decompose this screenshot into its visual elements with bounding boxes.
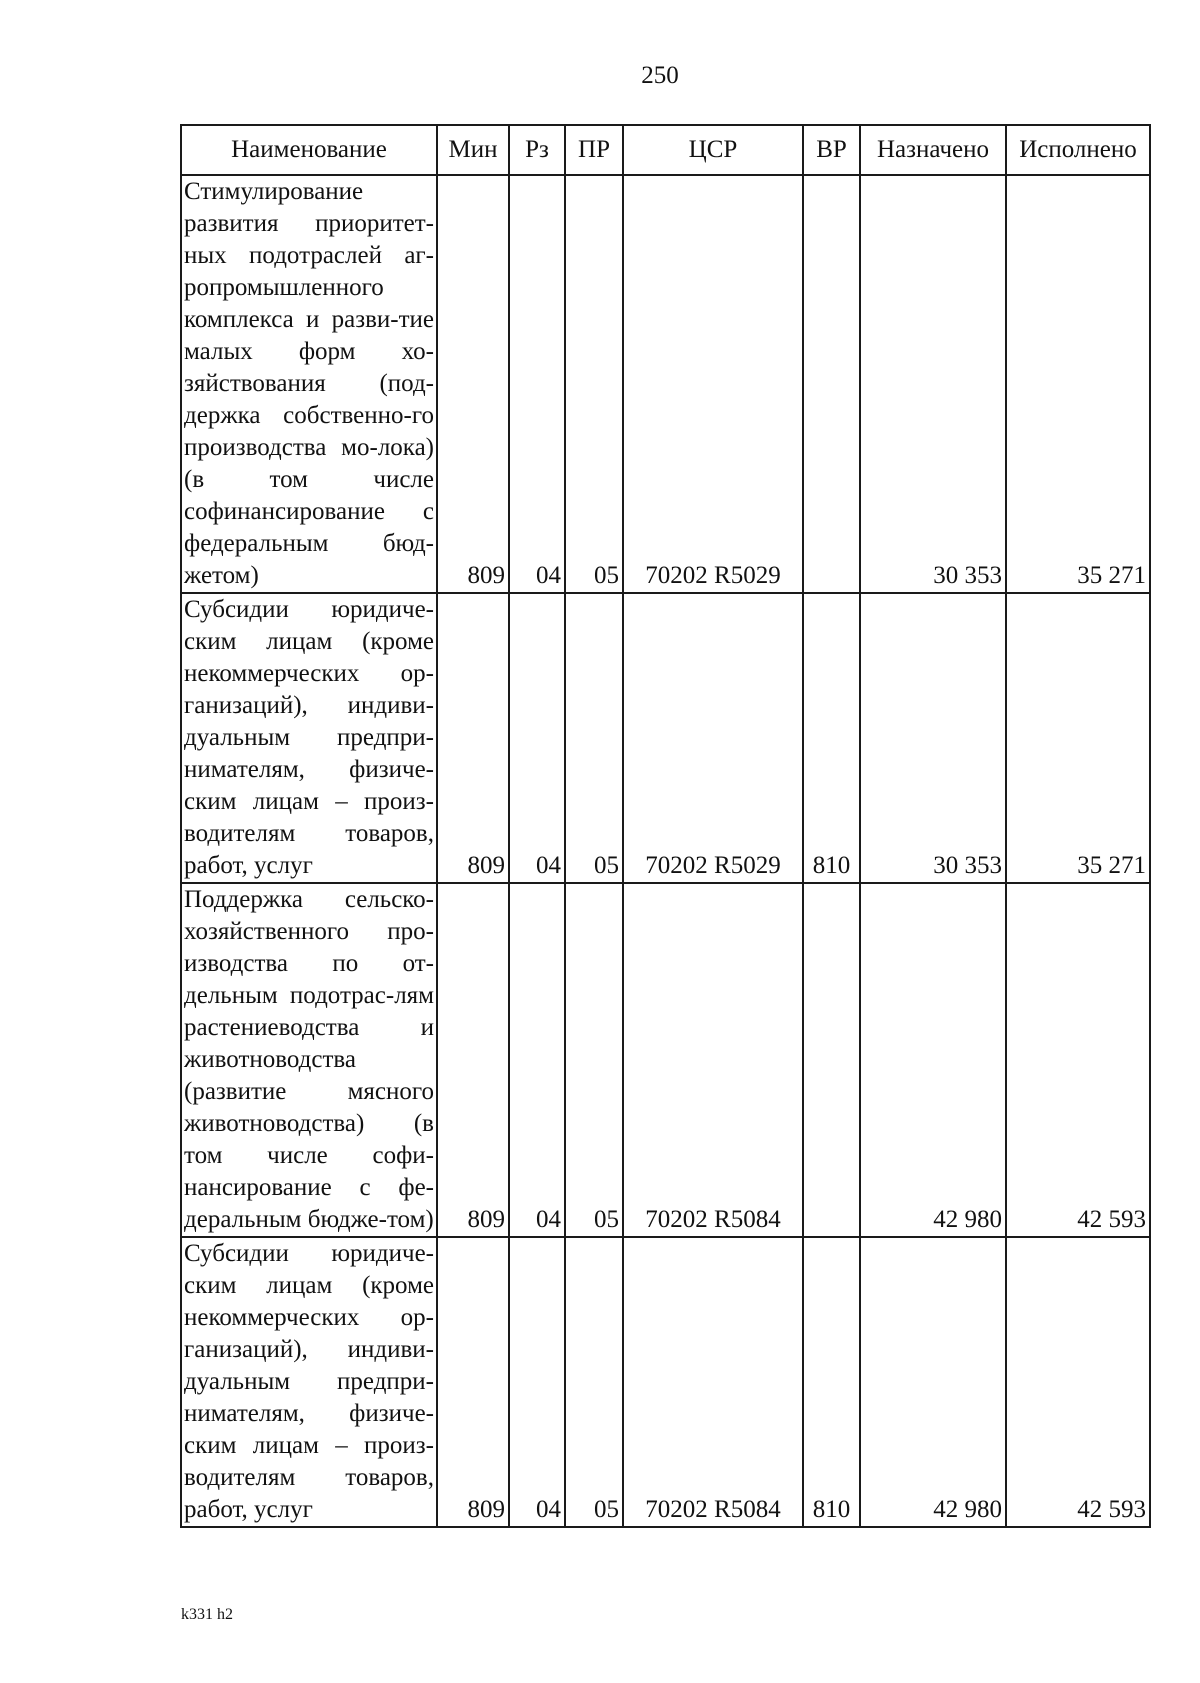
cell-assigned: 42 980 (860, 1237, 1006, 1527)
cell-csr: 70202 R5084 (623, 883, 803, 1237)
cell-min: 809 (437, 883, 509, 1237)
header-assigned: Назначено (860, 125, 1006, 175)
cell-csr: 70202 R5029 (623, 175, 803, 593)
header-executed: Исполнено (1006, 125, 1150, 175)
table-row (181, 593, 1150, 883)
cell-pr: 05 (565, 883, 623, 1237)
cell-csr: 70202 R5029 (623, 593, 803, 883)
table-row (181, 883, 1150, 1237)
cell-vr: 810 (803, 593, 860, 883)
cell-rz: 04 (509, 175, 565, 593)
cell-name: Стимулирование развития приоритет-ных подотраслей аг-ропромышленного комплекса и разви-тие малых форм хо-зяйствования (под-держка собственно-го производства мо-лока) (в том числе софинансирование с федеральным бюд-жетом) (181, 175, 437, 593)
header-min: Мин (437, 125, 509, 175)
cell-vr (803, 883, 860, 1237)
page-number: 250 (641, 62, 679, 89)
cell-assigned: 30 353 (860, 175, 1006, 593)
cell-csr: 70202 R5084 (623, 1237, 803, 1527)
header-pr: ПР (565, 125, 623, 175)
cell-min: 809 (437, 175, 509, 593)
cell-executed: 35 271 (1006, 175, 1150, 593)
cell-executed: 42 593 (1006, 883, 1150, 1237)
header-name: Наименование (181, 125, 437, 175)
budget-table (180, 124, 1151, 1528)
cell-name: Субсидии юридиче-ским лицам (кроме некоммерческих ор-ганизаций), индиви-дуальным предпри-нимателям, физиче-ским лицам – произ-водителям товаров, работ, услуг (181, 593, 437, 883)
cell-assigned: 42 980 (860, 883, 1006, 1237)
cell-min: 809 (437, 593, 509, 883)
cell-pr: 05 (565, 593, 623, 883)
cell-name: Поддержка сельско-хозяйственного про-изводства по от-дельным подотрас-лям растениеводства и животноводства (развитие мясного животноводства) (в том числе софи-нансирование с фе-деральным бюдже-том) (181, 883, 437, 1237)
cell-pr: 05 (565, 1237, 623, 1527)
cell-name: Субсидии юридиче-ским лицам (кроме некоммерческих ор-ганизаций), индиви-дуальным предпри-нимателям, физиче-ским лицам – произ-водителям товаров, работ, услуг (181, 1237, 437, 1527)
header-vr: ВР (803, 125, 860, 175)
cell-rz: 04 (509, 593, 565, 883)
cell-pr: 05 (565, 175, 623, 593)
footer-code: k331 h2 (181, 1606, 233, 1623)
cell-executed: 35 271 (1006, 593, 1150, 883)
cell-executed: 42 593 (1006, 1237, 1150, 1527)
table-row (181, 1237, 1150, 1527)
cell-vr (803, 175, 860, 593)
cell-min: 809 (437, 1237, 509, 1527)
header-csr: ЦСР (623, 125, 803, 175)
header-row (181, 125, 1150, 175)
cell-vr: 810 (803, 1237, 860, 1527)
table-row (181, 175, 1150, 593)
cell-rz: 04 (509, 1237, 565, 1527)
header-rz: Рз (509, 125, 565, 175)
cell-rz: 04 (509, 883, 565, 1237)
cell-assigned: 30 353 (860, 593, 1006, 883)
